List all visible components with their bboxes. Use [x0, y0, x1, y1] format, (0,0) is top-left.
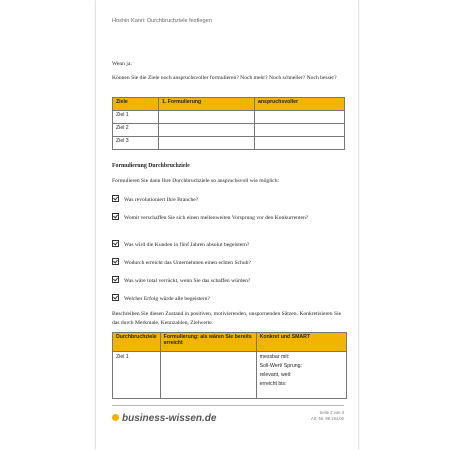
checkbox-icon — [112, 258, 119, 265]
document-page — [96, 0, 358, 450]
checklist-item: Was wäre total verrückt, wenn Sie das schaffen würden? — [112, 276, 344, 286]
page-number: Seite 2 von 3 — [319, 410, 344, 415]
table-cell: Ziel 1 — [113, 352, 161, 399]
logo-dot-icon — [112, 414, 119, 421]
article-number: Art.-Nr. 99.191.02 — [310, 416, 344, 421]
column-header: Ziele — [113, 98, 159, 111]
goals-table — [112, 97, 345, 150]
table-cell — [159, 124, 255, 137]
smart-line: erreicht bis: — [259, 381, 287, 387]
table-header-row — [113, 333, 347, 352]
table-row — [113, 137, 345, 150]
smart-cell — [256, 352, 346, 399]
column-header: Formulierung: als wären Sie bereits erreicht — [160, 333, 256, 352]
smart-line: messbar mit: — [259, 354, 290, 360]
table-header-row — [113, 98, 345, 111]
table-cell — [159, 111, 255, 124]
intro-line-1: Wenn ja: — [112, 61, 132, 67]
footer-meta — [311, 410, 344, 422]
checklist-item: Was wird die Kunden in fünf Jahren absolut begeistern? — [112, 240, 344, 250]
table-cell: Ziel 2 — [113, 124, 159, 137]
table-cell: Ziel 3 — [113, 137, 159, 150]
section-text: Formulieren Sie dann Ihre Durchbruchziele so anspruchsvoll wie möglich: — [112, 178, 280, 184]
table-cell — [255, 111, 345, 124]
checkbox-icon — [112, 276, 119, 283]
checkbox-icon — [112, 195, 119, 202]
intro-line-2: Können Sie die Ziele noch anspruchsvoller formulieren? Noch mehr? Noch schneller? Noch besser? — [112, 75, 337, 81]
table-cell — [160, 352, 256, 399]
smart-line: Soll-Wert/ Sprung: — [259, 363, 302, 369]
checkbox-icon — [112, 294, 119, 301]
table-row — [113, 111, 345, 124]
table-row — [113, 352, 347, 399]
checkbox-icon — [112, 213, 119, 220]
document-header: Hoshin Kanri: Durchbruchziele festlegen — [112, 18, 212, 24]
table-cell: Ziel 1 — [113, 111, 159, 124]
table-cell — [255, 137, 345, 150]
column-header: 1. Formulierung — [159, 98, 255, 111]
smart-line: relevant, weil: — [259, 372, 292, 378]
table-row — [113, 124, 345, 137]
footer-divider — [112, 405, 344, 406]
column-header: anspruchsvoller — [255, 98, 345, 111]
column-header: Konkret und SMART — [256, 333, 346, 352]
section-title: Formulierung Durchbruchziele — [112, 163, 190, 169]
checklist-item: Wodurch erreicht das Unternehmen einen echten Schub? — [112, 258, 344, 268]
brand-logo: business-wissen.de — [112, 413, 216, 424]
table-cell — [159, 137, 255, 150]
checklist-item: Womit verschaffen Sie sich einen meilenweiten Vorsprung vor den Konkurrenten? — [112, 213, 344, 223]
checklist-item: Welcher Erfolg würde alle begeistern? — [112, 294, 344, 304]
checklist-item: Was revolutioniert Ihre Branche? — [112, 195, 344, 205]
checkbox-icon — [112, 240, 119, 247]
describe-text: Beschreiben Sie diesen Zustand in positiven, motivierenden, unspornenden Sätzen. Konkretisieren Sie das durch Merkmale, Kennzahlen, Zielwerte. — [112, 311, 342, 326]
smart-table — [112, 332, 347, 399]
column-header: Durchbruchziele — [113, 333, 161, 352]
table-cell — [255, 124, 345, 137]
